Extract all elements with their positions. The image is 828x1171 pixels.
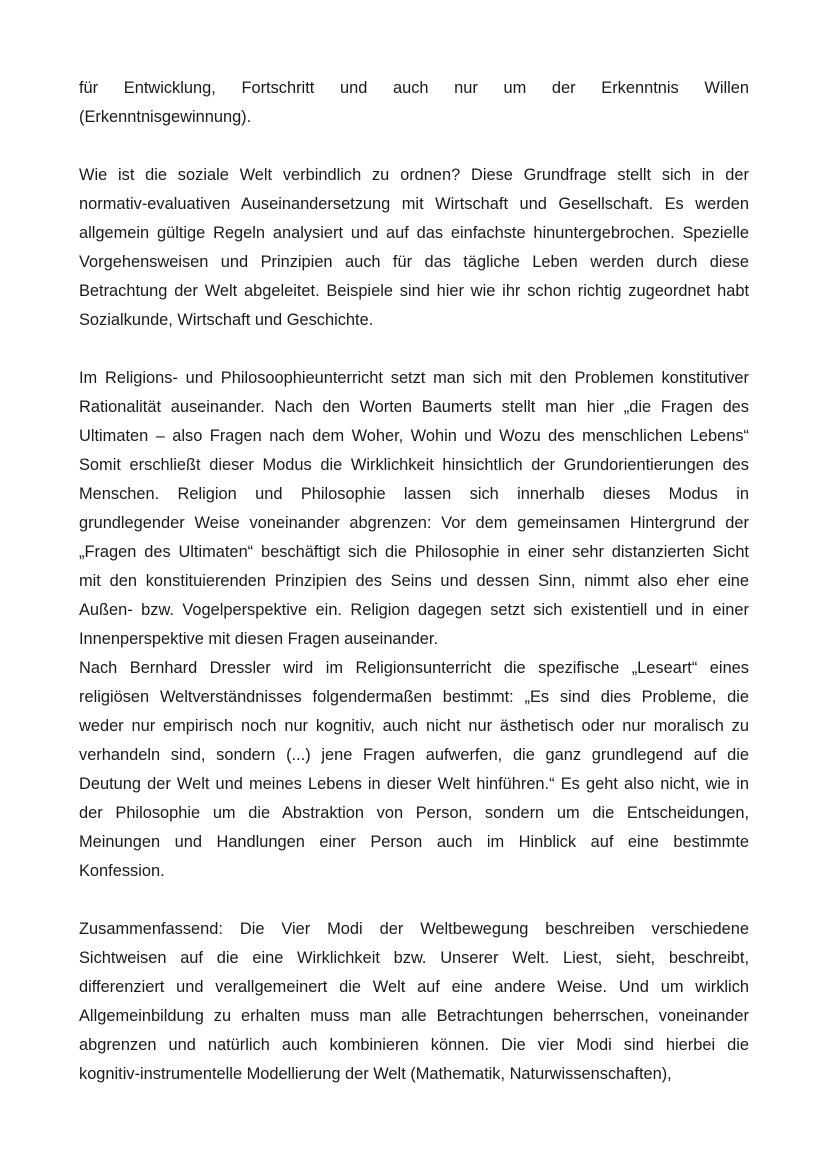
text-line: Zusammenfassend: Die Vier Modi der Weltbewegung beschreiben verschiedene <box>79 920 749 938</box>
text-line: weder nur empirisch noch nur kognitiv, auch nicht nur ästhetisch oder nur moralisch zu <box>79 717 749 735</box>
text-line: allgemein gültige Regeln analysiert und auf das einfachste hinuntergebrochen. Spezielle <box>79 224 749 242</box>
text-line: Konfession. <box>79 862 165 880</box>
text-line: Wie ist die soziale Welt verbindlich zu ordnen? Diese Grundfrage stellt sich in der <box>79 166 749 184</box>
text-line: Nach Bernhard Dressler wird im Religionsunterricht die spezifische „Leseart“ eines <box>79 659 749 677</box>
text-line: „Fragen des Ultimaten“ beschäftigt sich die Philosophie in einer sehr distanzierten Sicht <box>79 543 749 561</box>
text-line: Ultimaten – also Fragen nach dem Woher, Wohin und Wozu des menschlichen Lebens“ <box>79 427 749 445</box>
text-line: religiösen Weltverständnisses folgendermaßen bestimmt: „Es sind dies Probleme, die <box>79 688 749 706</box>
text-line: Somit erschließt dieser Modus die Wirklichkeit hinsichtlich der Grundorientierungen des <box>79 456 749 474</box>
text-line: Innenperspektive mit diesen Fragen auseinander. <box>79 630 439 648</box>
text-line: für Entwicklung, Fortschritt und auch nur um der Erkenntnis Willen <box>79 79 749 97</box>
text-line: kognitiv-instrumentelle Modellierung der Welt (Mathematik, Naturwissenschaften), <box>79 1065 672 1083</box>
text-line: Im Religions- und Philosoophieunterricht setzt man sich mit den Problemen konstitutiver <box>79 369 749 387</box>
text-line: Deutung der Welt und meines Lebens in dieser Welt hinführen.“ Es geht also nicht, wie in <box>79 775 749 793</box>
text-line: differenziert und verallgemeinert die Welt auf eine andere Weise. Und um wirklich <box>79 978 749 996</box>
text-line: Sichtweisen auf die eine Wirklichkeit bzw. Unserer Welt. Liest, sieht, beschreibt, <box>79 949 749 967</box>
text-line: (Erkenntnisgewinnung). <box>79 108 252 126</box>
text-line: Rationalität auseinander. Nach den Worten Baumerts stellt man hier „die Fragen des <box>79 398 749 416</box>
text-line: Allgemeinbildung zu erhalten muss man alle Betrachtungen beherrschen, voneinander <box>79 1007 749 1025</box>
text-line: abgrenzen und natürlich auch kombinieren können. Die vier Modi sind hierbei die <box>79 1036 749 1054</box>
text-line: Betrachtung der Welt abgeleitet. Beispiele sind hier wie ihr schon richtig zugeordnet habt <box>79 282 749 300</box>
text-line: Außen- bzw. Vogelperspektive ein. Religion dagegen setzt sich existentiell und in einer <box>79 601 749 619</box>
text-line: der Philosophie um die Abstraktion von Person, sondern um die Entscheidungen, <box>79 804 749 822</box>
text-line: Meinungen und Handlungen einer Person auch im Hinblick auf eine bestimmte <box>79 833 749 851</box>
text-line: verhandeln sind, sondern (...) jene Fragen aufwerfen, die ganz grundlegend auf die <box>79 746 749 764</box>
text-line: grundlegender Weise voneinander abgrenzen: Vor dem gemeinsamen Hintergrund der <box>79 514 749 532</box>
text-line: normativ-evaluativen Auseinandersetzung mit Wirtschaft und Gesellschaft. Es werden <box>79 195 749 213</box>
text-line: Vorgehensweisen und Prinzipien auch für das tägliche Leben werden durch diese <box>79 253 749 271</box>
text-line: Sozialkunde, Wirtschaft und Geschichte. <box>79 311 374 329</box>
text-line: Menschen. Religion und Philosophie lassen sich innerhalb dieses Modus in <box>79 485 749 503</box>
text-line: mit den konstituierenden Prinzipien des Seins und dessen Sinn, nimmt also eher eine <box>79 572 749 590</box>
